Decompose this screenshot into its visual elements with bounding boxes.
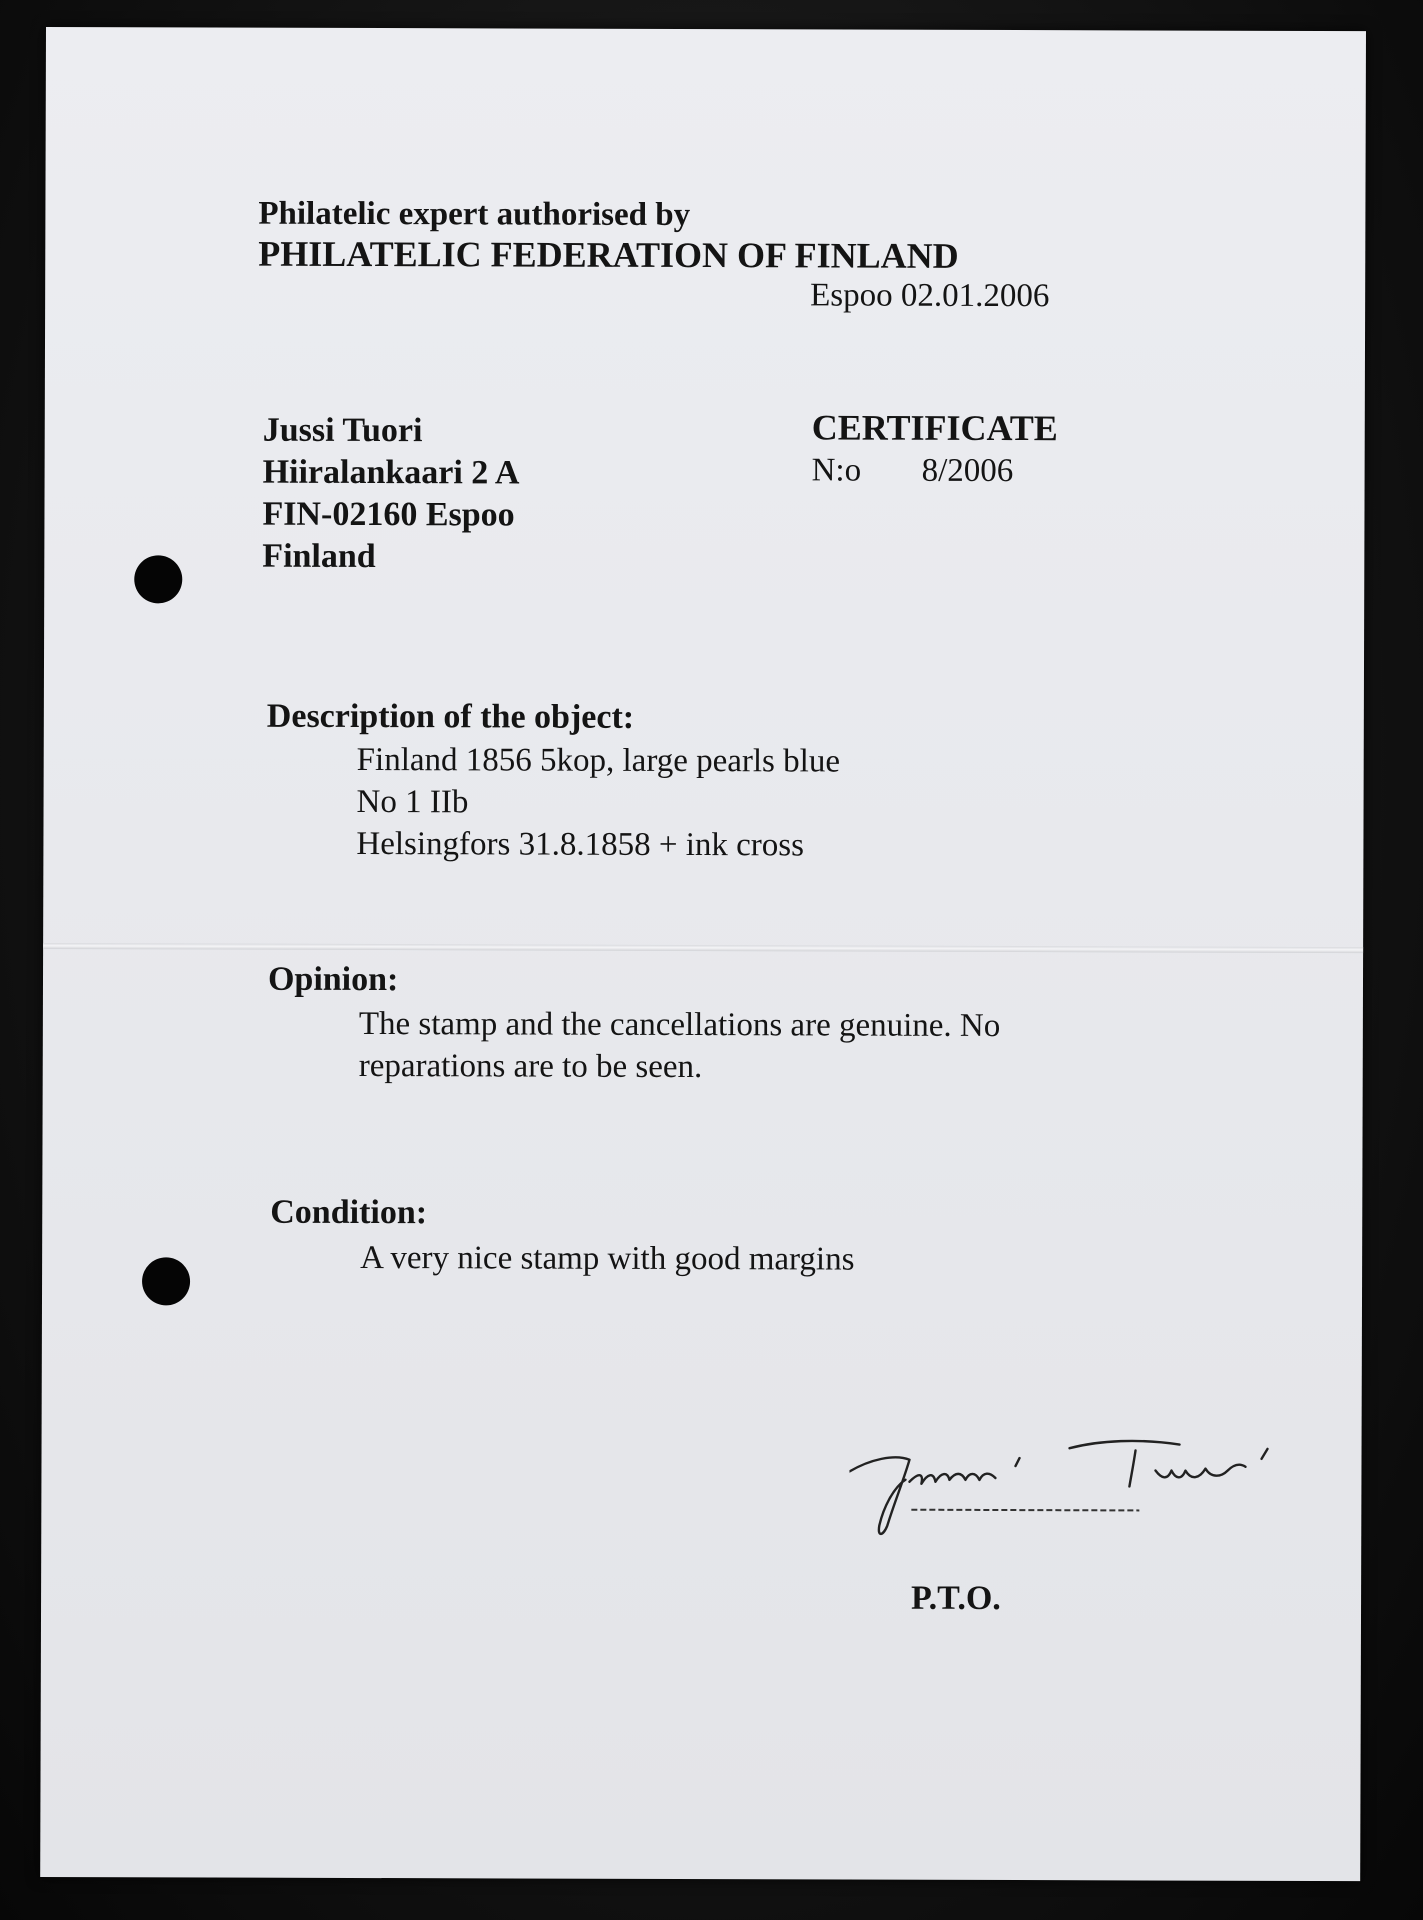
place-date: Espoo 02.01.2006 (810, 277, 1050, 315)
handwritten-signature (849, 1408, 1309, 1554)
description-line: Helsingfors 31.8.1858 + ink cross (356, 825, 805, 864)
opinion-line: The stamp and the cancellations are genuine. No (358, 1005, 1001, 1045)
opinion-line: reparations are to be seen. (358, 1047, 703, 1086)
expert-street: Hiiralankaari 2 A (262, 453, 520, 492)
authorisation-line: Philatelic expert authorised by (258, 195, 691, 234)
certificate-number-label: N:o (811, 452, 862, 489)
description-heading: Description of the object: (266, 697, 635, 736)
signature-scribble (849, 1408, 1309, 1549)
opinion-heading: Opinion: (267, 960, 399, 999)
condition-heading: Condition: (270, 1193, 428, 1232)
expert-name: Jussi Tuori (262, 411, 423, 450)
certificate-title: CERTIFICATE (811, 407, 1058, 449)
punch-hole-top (134, 555, 182, 603)
punch-hole-bottom (142, 1257, 190, 1305)
federation-name: PHILATELIC FEDERATION OF FINLAND (258, 233, 959, 276)
certificate-sheet (40, 27, 1366, 1881)
condition-line: A very nice stamp with good margins (360, 1239, 855, 1278)
description-line: Finland 1856 5kop, large pearls blue (356, 741, 841, 780)
expert-postal: FIN-02160 Espoo (262, 495, 515, 534)
certificate-number-value: 8/2006 (921, 452, 1014, 490)
description-line: No 1 IIb (356, 783, 469, 821)
fold-crease (43, 943, 1363, 953)
pto-note: P.T.O. (911, 1579, 1001, 1618)
expert-country: Finland (262, 537, 376, 576)
